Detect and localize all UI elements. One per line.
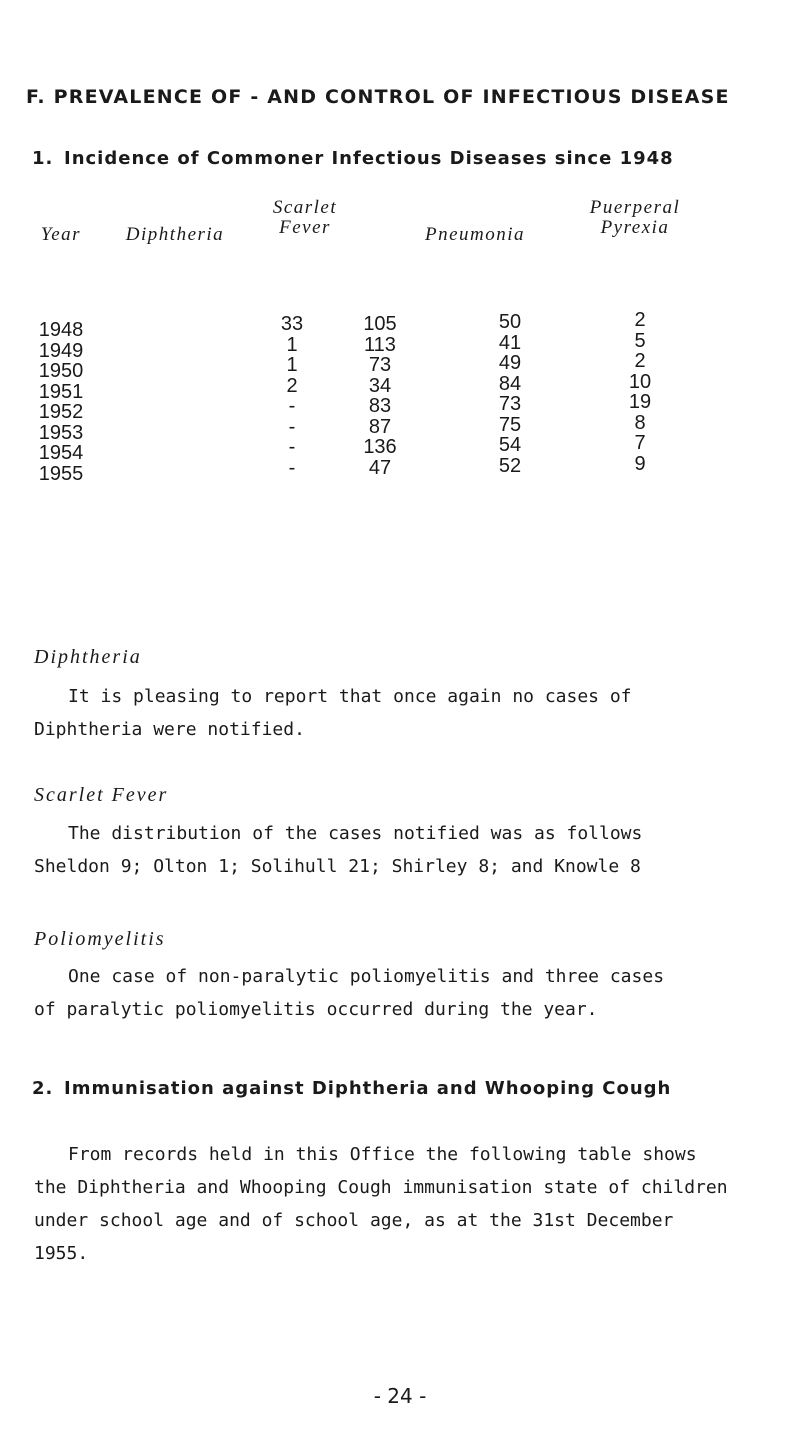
paragraph-line: From records held in this Office the following table shows <box>68 1144 697 1165</box>
cell-year: 1948 <box>38 319 84 341</box>
immunisation-title-text: Immunisation against Diphtheria and Whooping Cough <box>64 1078 672 1099</box>
column-pneumonia <box>485 312 535 476</box>
poliomyelitis-paragraph <box>34 960 800 1026</box>
header-diphtheria: Diphtheria <box>125 224 225 245</box>
poliomyelitis-heading: Poliomyelitis <box>34 928 166 950</box>
cell-diphtheria: - <box>288 436 296 458</box>
paragraph-line: Sheldon 9; Olton 1; Solihull 21; Shirley 8; and Knowle 8 <box>34 856 641 877</box>
diphtheria-heading: Diphtheria <box>34 646 142 668</box>
incidence-title-text: Incidence of Commoner Infectious Diseases since 1948 <box>64 148 674 169</box>
cell-year: 1952 <box>38 401 84 423</box>
cell-puerperal-pyrexia: 2 <box>634 350 646 372</box>
cell-diphtheria: 33 <box>280 313 304 335</box>
paragraph-line: One case of non-paralytic poliomyelitis and three cases <box>68 966 665 987</box>
cell-puerperal-pyrexia: 10 <box>628 370 652 393</box>
incidence-number: 1. <box>32 148 54 169</box>
cell-diphtheria: - <box>288 456 296 479</box>
paragraph-line: the Diphtheria and Whooping Cough immunisation state of children <box>34 1177 728 1198</box>
cell-pneumonia: 84 <box>498 372 522 395</box>
header-pneumonia: Pneumonia <box>424 224 526 245</box>
cell-puerperal-pyrexia: 9 <box>634 452 646 475</box>
cell-pneumonia: 41 <box>498 331 522 354</box>
paragraph-line: Diphtheria were notified. <box>34 719 305 740</box>
cell-pneumonia: 50 <box>498 311 522 333</box>
cell-diphtheria: - <box>288 395 296 417</box>
column-diphtheria <box>272 314 312 478</box>
cell-pneumonia: 75 <box>498 413 522 436</box>
cell-puerperal-pyrexia: 19 <box>628 391 652 413</box>
cell-puerperal-pyrexia: 8 <box>634 411 646 434</box>
page-number: - 24 - <box>373 1384 427 1408</box>
paragraph-line: under school age and of school age, as at the 31st December <box>34 1210 674 1231</box>
paragraph-line: The distribution of the cases notified was as follows <box>68 823 643 844</box>
cell-scarlet-fever: 113 <box>364 333 396 356</box>
column-puerperal-pyrexia <box>620 310 660 474</box>
cell-year: 1949 <box>38 339 84 362</box>
column-year <box>26 320 96 484</box>
cell-scarlet-fever: 83 <box>368 395 392 417</box>
header-puerperal-pyrexia: Puerperal Pyrexia <box>589 197 681 238</box>
cell-year: 1954 <box>38 442 84 464</box>
cell-scarlet-fever: 87 <box>368 415 392 438</box>
paragraph-line: It is pleasing to report that once again no cases of <box>68 686 632 707</box>
incidence-title <box>32 148 674 169</box>
cell-diphtheria: 1 <box>286 333 298 356</box>
immunisation-paragraph <box>34 1138 800 1270</box>
header-scarlet-fever: Scarlet Fever <box>272 197 338 238</box>
cell-year: 1950 <box>38 360 84 382</box>
cell-diphtheria: - <box>288 415 296 438</box>
cell-year: 1955 <box>38 462 84 485</box>
cell-pneumonia: 73 <box>498 393 522 415</box>
cell-scarlet-fever: 34 <box>368 374 392 397</box>
cell-pneumonia: 49 <box>498 352 522 374</box>
cell-scarlet-fever: 105 <box>363 313 397 335</box>
cell-year: 1951 <box>38 380 84 403</box>
cell-puerperal-pyrexia: 2 <box>634 309 646 331</box>
cell-diphtheria: 2 <box>286 374 298 397</box>
immunisation-title <box>32 1078 671 1099</box>
cell-puerperal-pyrexia: 7 <box>634 432 646 454</box>
column-scarlet-fever <box>350 314 410 478</box>
cell-pneumonia: 52 <box>498 454 522 477</box>
paragraph-line: of paralytic poliomyelitis occurred during the year. <box>34 999 598 1020</box>
cell-year: 1953 <box>38 421 84 444</box>
section-title: F. PREVALENCE OF - AND CONTROL OF INFECTIOUS DISEASE <box>26 86 730 108</box>
header-year: Year <box>40 224 82 245</box>
cell-diphtheria: 1 <box>286 354 298 376</box>
paragraph-line: 1955. <box>34 1243 89 1264</box>
cell-scarlet-fever: 47 <box>368 456 392 479</box>
cell-scarlet-fever: 136 <box>363 436 397 458</box>
scarlet-fever-paragraph <box>34 817 800 883</box>
cell-puerperal-pyrexia: 5 <box>634 329 646 352</box>
diphtheria-paragraph <box>34 680 800 746</box>
cell-pneumonia: 54 <box>498 434 522 456</box>
scarlet-fever-heading: Scarlet Fever <box>34 784 169 806</box>
cell-scarlet-fever: 73 <box>368 354 392 376</box>
immunisation-number: 2. <box>32 1078 54 1099</box>
